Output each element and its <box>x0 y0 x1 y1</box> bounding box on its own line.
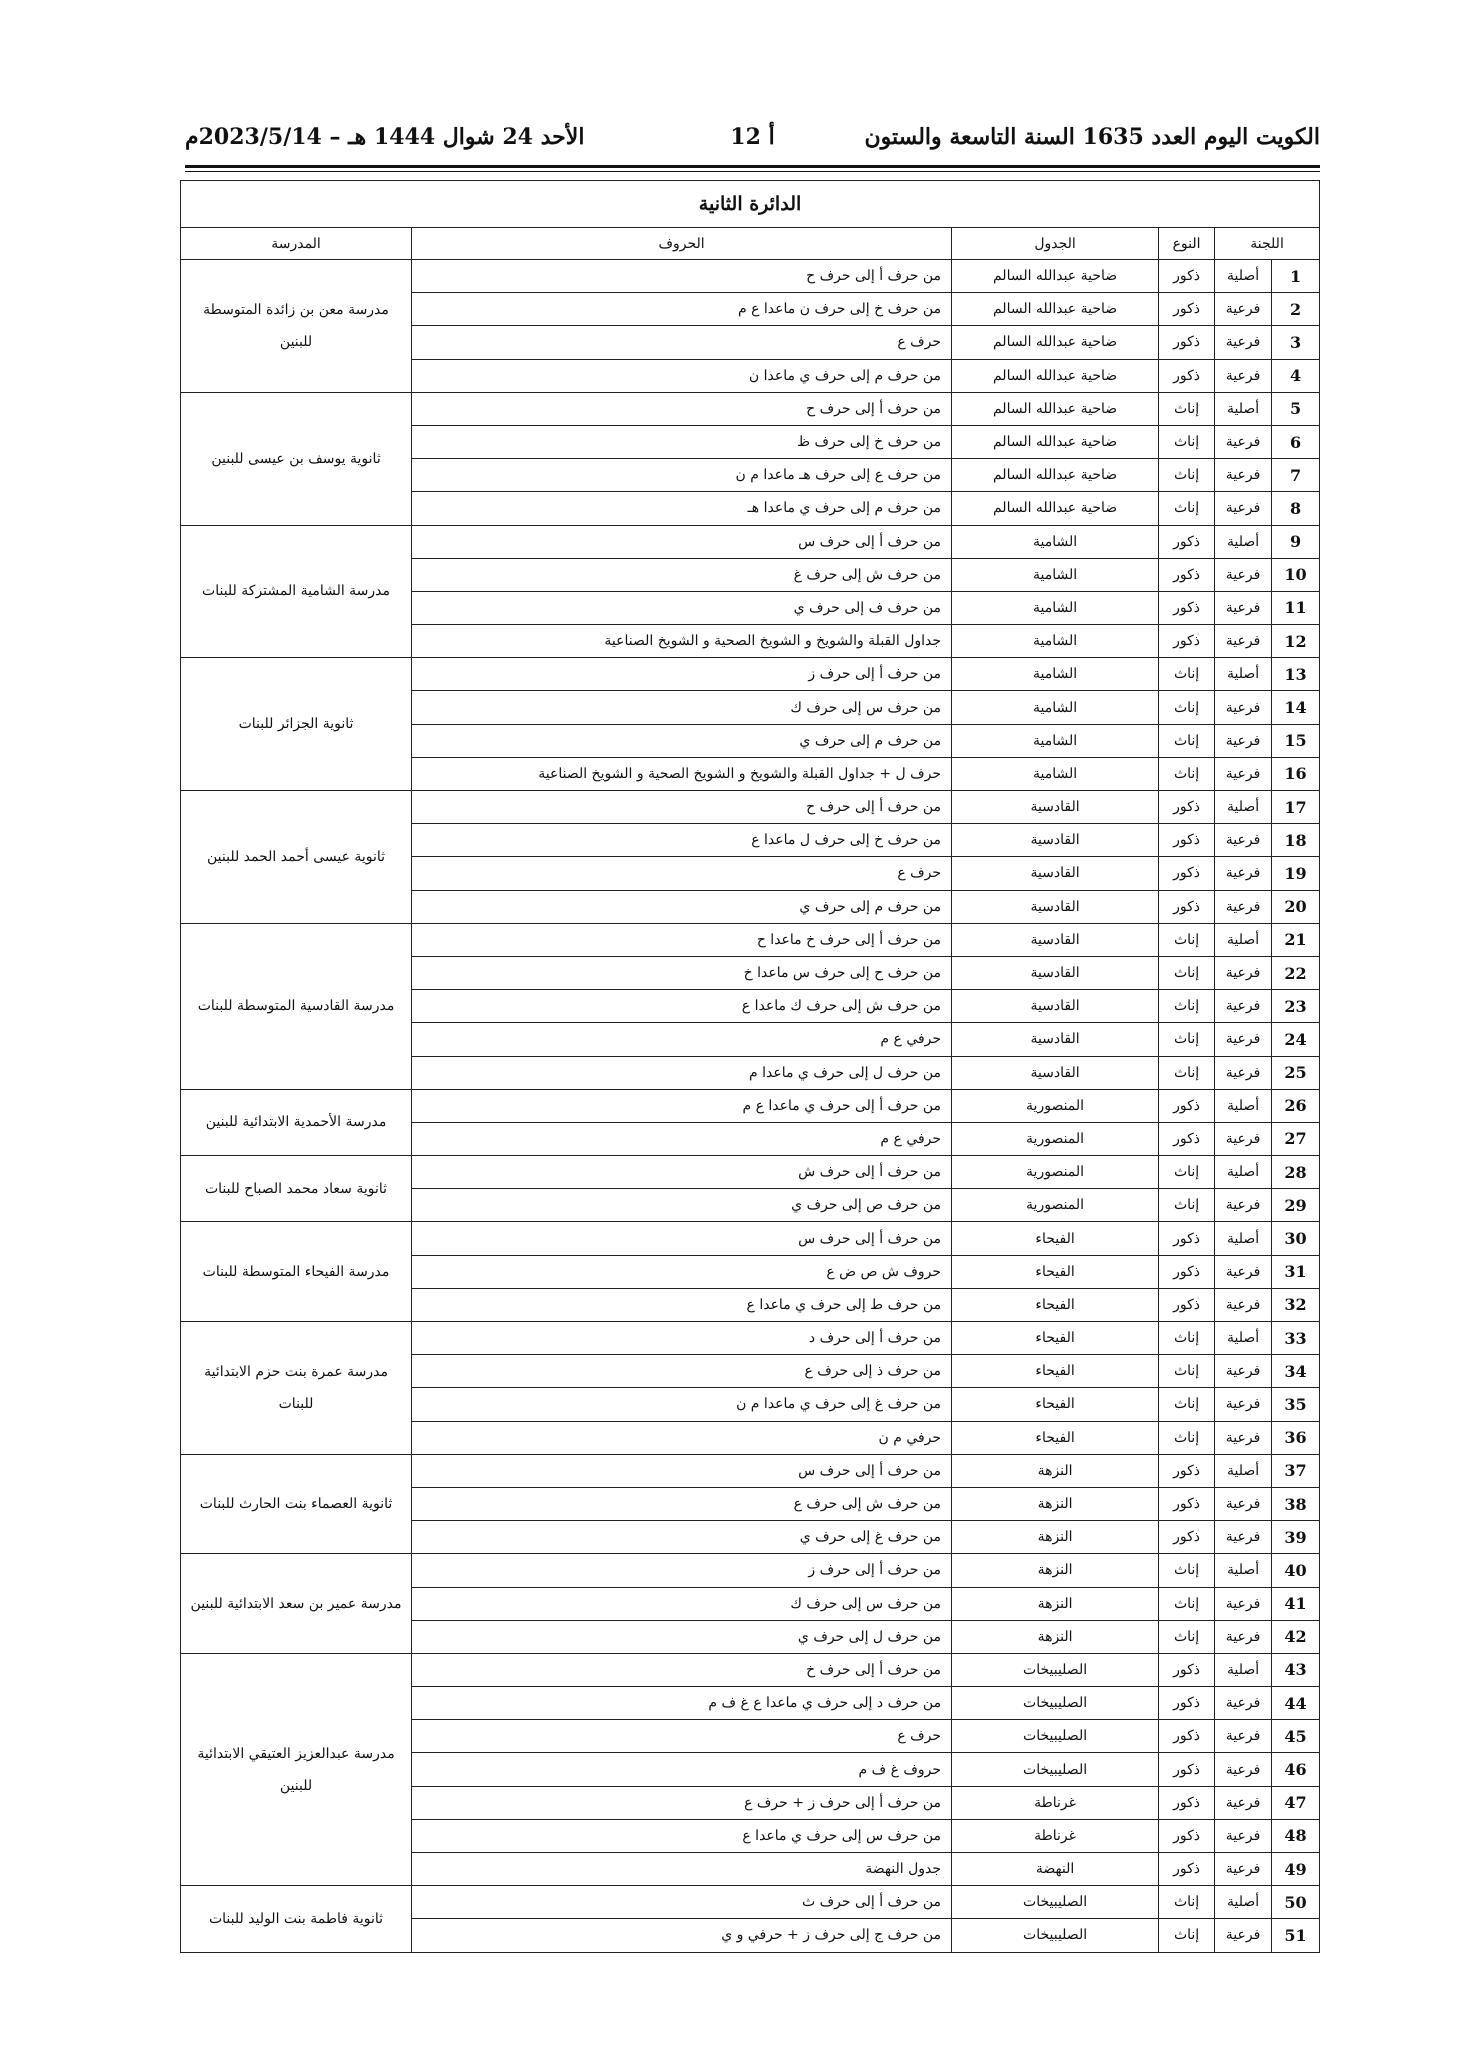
committee-type: أصلية <box>1215 1156 1272 1189</box>
committee-number: 3 <box>1272 326 1320 359</box>
letters-range: من حرف ص إلى حرف ي <box>412 1189 952 1222</box>
committee-type: أصلية <box>1215 791 1272 824</box>
schedule: الصليبيخات <box>952 1753 1159 1786</box>
schedule: ضاحية عبدالله السالم <box>952 425 1159 458</box>
school-name: مدرسة القادسية المتوسطة للبنات <box>181 923 412 1089</box>
schedule: الشامية <box>952 525 1159 558</box>
committee-number: 44 <box>1272 1687 1320 1720</box>
header-page-number: أ 12 <box>730 124 775 150</box>
committee-number: 39 <box>1272 1521 1320 1554</box>
school-name: ثانوية سعاد محمد الصباح للبنات <box>181 1156 412 1222</box>
committee-number: 29 <box>1272 1189 1320 1222</box>
letters-range: من حرف س إلى حرف ي ماعدا ع <box>412 1819 952 1852</box>
committee-number: 50 <box>1272 1886 1320 1919</box>
gender: ذكور <box>1159 1853 1215 1886</box>
letters-range: من حرف خ إلى حرف ل ماعدا ع <box>412 824 952 857</box>
committee-number: 48 <box>1272 1819 1320 1852</box>
committee-type: فرعية <box>1215 757 1272 790</box>
gender: ذكور <box>1159 326 1215 359</box>
schedule: القادسية <box>952 791 1159 824</box>
letters-range: من حرف ح إلى حرف س ماعدا خ <box>412 956 952 989</box>
school-name: ثانوية العصماء بنت الحارث للبنات <box>181 1454 412 1554</box>
gender: ذكور <box>1159 293 1215 326</box>
gender: إناث <box>1159 1587 1215 1620</box>
committee-type: فرعية <box>1215 326 1272 359</box>
schedule: النزهة <box>952 1521 1159 1554</box>
schedule: الشامية <box>952 658 1159 691</box>
gender: ذكور <box>1159 525 1215 558</box>
col-header-schedule: الجدول <box>952 228 1159 260</box>
committee-type: فرعية <box>1215 956 1272 989</box>
committee-type: فرعية <box>1215 1388 1272 1421</box>
committee-number: 42 <box>1272 1620 1320 1653</box>
committee-type: أصلية <box>1215 658 1272 691</box>
gender: إناث <box>1159 1886 1215 1919</box>
committee-number: 15 <box>1272 724 1320 757</box>
gender: ذكور <box>1159 591 1215 624</box>
header-gazette-info: الكويت اليوم العدد 1635 السنة التاسعة والستون <box>864 124 1320 150</box>
schedule: المنصورية <box>952 1122 1159 1155</box>
letters-range: من حرف أ إلى حرف ي ماعدا ع م <box>412 1089 952 1122</box>
gender: إناث <box>1159 956 1215 989</box>
gender: إناث <box>1159 1919 1215 1952</box>
table-row <box>181 1454 1320 1487</box>
gender: إناث <box>1159 658 1215 691</box>
table-row <box>181 1886 1320 1919</box>
gender: ذكور <box>1159 791 1215 824</box>
committee-type: فرعية <box>1215 1687 1272 1720</box>
schedule: القادسية <box>952 857 1159 890</box>
schedule: ضاحية عبدالله السالم <box>952 260 1159 293</box>
table-row <box>181 260 1320 293</box>
schedule: الفيحاء <box>952 1255 1159 1288</box>
gender: إناث <box>1159 691 1215 724</box>
col-header-letters: الحروف <box>412 228 952 260</box>
committee-type: فرعية <box>1215 293 1272 326</box>
schedule: المنصورية <box>952 1156 1159 1189</box>
committee-number: 14 <box>1272 691 1320 724</box>
letters-range: حرفي ع م <box>412 1023 952 1056</box>
schedule: الصليبيخات <box>952 1886 1159 1919</box>
committee-type: أصلية <box>1215 1554 1272 1587</box>
committee-number: 31 <box>1272 1255 1320 1288</box>
committee-number: 36 <box>1272 1421 1320 1454</box>
header-rule-thick <box>185 165 1320 168</box>
committee-type: أصلية <box>1215 1886 1272 1919</box>
committee-number: 41 <box>1272 1587 1320 1620</box>
committee-type: فرعية <box>1215 1355 1272 1388</box>
schedule: ضاحية عبدالله السالم <box>952 293 1159 326</box>
gender: إناث <box>1159 1620 1215 1653</box>
committee-type: فرعية <box>1215 724 1272 757</box>
letters-range: من حرف أ إلى حرف ز <box>412 1554 952 1587</box>
committee-type: فرعية <box>1215 691 1272 724</box>
committee-number: 22 <box>1272 956 1320 989</box>
committee-number: 37 <box>1272 1454 1320 1487</box>
schedule: القادسية <box>952 824 1159 857</box>
gender: ذكور <box>1159 1720 1215 1753</box>
letters-range: حرف ع <box>412 857 952 890</box>
gender: إناث <box>1159 1355 1215 1388</box>
committee-number: 24 <box>1272 1023 1320 1056</box>
committee-number: 26 <box>1272 1089 1320 1122</box>
committee-type: فرعية <box>1215 1255 1272 1288</box>
schedule: النزهة <box>952 1620 1159 1653</box>
committee-number: 40 <box>1272 1554 1320 1587</box>
gender: ذكور <box>1159 1653 1215 1686</box>
committee-number: 6 <box>1272 425 1320 458</box>
letters-range: من حرف ع إلى حرف هـ ماعدا م ن <box>412 459 952 492</box>
page-header <box>185 118 1320 158</box>
letters-range: من حرف د إلى حرف ي ماعدا ع غ ف م <box>412 1687 952 1720</box>
committee-number: 32 <box>1272 1288 1320 1321</box>
schedule: ضاحية عبدالله السالم <box>952 459 1159 492</box>
committee-type: فرعية <box>1215 990 1272 1023</box>
letters-range: من حرف غ إلى حرف ي <box>412 1521 952 1554</box>
letters-range: حروف ش ص ض ع <box>412 1255 952 1288</box>
letters-range: جدول النهضة <box>412 1853 952 1886</box>
col-header-school: المدرسة <box>181 228 412 260</box>
letters-range: من حرف أ إلى حرف ح <box>412 260 952 293</box>
committee-type: فرعية <box>1215 591 1272 624</box>
committee-number: 11 <box>1272 591 1320 624</box>
gender: ذكور <box>1159 824 1215 857</box>
table-row <box>181 1322 1320 1355</box>
gender: إناث <box>1159 923 1215 956</box>
letters-range: من حرف م إلى حرف ي ماعدا هـ <box>412 492 952 525</box>
gender: ذكور <box>1159 1753 1215 1786</box>
gender: ذكور <box>1159 1521 1215 1554</box>
committee-type: فرعية <box>1215 1421 1272 1454</box>
col-header-committee: اللجنة <box>1215 228 1320 260</box>
schedule: الشامية <box>952 691 1159 724</box>
letters-range: من حرف غ إلى حرف ي ماعدا م ن <box>412 1388 952 1421</box>
gender: إناث <box>1159 459 1215 492</box>
committee-type: فرعية <box>1215 1786 1272 1819</box>
col-header-gender: النوع <box>1159 228 1215 260</box>
letters-range: من حرف ذ إلى حرف ع <box>412 1355 952 1388</box>
letters-range: حرف ع <box>412 326 952 359</box>
letters-range: من حرف ط إلى حرف ي ماعدا ع <box>412 1288 952 1321</box>
schedule: الفيحاء <box>952 1322 1159 1355</box>
school-name: مدرسة الأحمدية الابتدائية للبنين <box>181 1089 412 1155</box>
committee-type: أصلية <box>1215 1454 1272 1487</box>
school-name: ثانوية الجزائر للبنات <box>181 658 412 791</box>
letters-range: من حرف أ إلى حرف ز <box>412 658 952 691</box>
committee-type: أصلية <box>1215 1222 1272 1255</box>
gender: ذكور <box>1159 890 1215 923</box>
gender: إناث <box>1159 1156 1215 1189</box>
table-row <box>181 791 1320 824</box>
committee-type: فرعية <box>1215 1587 1272 1620</box>
committee-number: 27 <box>1272 1122 1320 1155</box>
letters-range: من حرف أ إلى حرف ش <box>412 1156 952 1189</box>
table-row <box>181 1554 1320 1587</box>
letters-range: من حرف خ إلى حرف ظ <box>412 425 952 458</box>
letters-range: حرفي م ن <box>412 1421 952 1454</box>
gender: ذكور <box>1159 1786 1215 1819</box>
committee-type: أصلية <box>1215 260 1272 293</box>
gender: ذكور <box>1159 260 1215 293</box>
committee-type: فرعية <box>1215 1288 1272 1321</box>
schedule: الفيحاء <box>952 1355 1159 1388</box>
committee-number: 47 <box>1272 1786 1320 1819</box>
letters-range: من حرف خ إلى حرف ن ماعدا ع م <box>412 293 952 326</box>
committee-type: فرعية <box>1215 1819 1272 1852</box>
schedule: القادسية <box>952 1023 1159 1056</box>
school-name: ثانوية يوسف بن عيسى للبنين <box>181 392 412 525</box>
committee-number: 5 <box>1272 392 1320 425</box>
schedule: الشامية <box>952 724 1159 757</box>
gender: ذكور <box>1159 558 1215 591</box>
committee-number: 49 <box>1272 1853 1320 1886</box>
letters-range: من حرف أ إلى حرف خ <box>412 1653 952 1686</box>
gender: ذكور <box>1159 1222 1215 1255</box>
committee-number: 20 <box>1272 890 1320 923</box>
schedule: غرناطة <box>952 1819 1159 1852</box>
committee-type: فرعية <box>1215 492 1272 525</box>
schedule: ضاحية عبدالله السالم <box>952 359 1159 392</box>
letters-range: من حرف أ إلى حرف ث <box>412 1886 952 1919</box>
gender: إناث <box>1159 1023 1215 1056</box>
committee-number: 19 <box>1272 857 1320 890</box>
letters-range: من حرف أ إلى حرف س <box>412 1454 952 1487</box>
letters-range: من حرف م إلى حرف ي ماعدا ن <box>412 359 952 392</box>
schedule: الشامية <box>952 591 1159 624</box>
committee-type: فرعية <box>1215 857 1272 890</box>
schedule: المنصورية <box>952 1189 1159 1222</box>
committee-type: أصلية <box>1215 1089 1272 1122</box>
table-row <box>181 392 1320 425</box>
committee-type: فرعية <box>1215 625 1272 658</box>
letters-range: من حرف ج إلى حرف ز + حرفي و ي <box>412 1919 952 1952</box>
committee-type: فرعية <box>1215 425 1272 458</box>
table-row <box>181 658 1320 691</box>
letters-range: حرف ع <box>412 1720 952 1753</box>
school-name: ثانوية عيسى أحمد الحمد للبنين <box>181 791 412 924</box>
table-row <box>181 1089 1320 1122</box>
schedule: الصليبيخات <box>952 1919 1159 1952</box>
school-name: مدرسة عمرة بنت حزم الابتدائية للبنات <box>181 1322 412 1455</box>
table-title: الدائرة الثانية <box>181 181 1320 228</box>
gender: ذكور <box>1159 1288 1215 1321</box>
letters-range: من حرف أ إلى حرف خ ماعدا ح <box>412 923 952 956</box>
committee-number: 23 <box>1272 990 1320 1023</box>
committee-number: 30 <box>1272 1222 1320 1255</box>
committee-type: فرعية <box>1215 1122 1272 1155</box>
school-name: مدرسة الفيحاء المتوسطة للبنات <box>181 1222 412 1322</box>
committee-type: أصلية <box>1215 392 1272 425</box>
schedule: النزهة <box>952 1487 1159 1520</box>
schedule: النزهة <box>952 1587 1159 1620</box>
header-date: الأحد 24 شوال 1444 هـ – 2023/5/14م <box>185 124 585 150</box>
committee-number: 33 <box>1272 1322 1320 1355</box>
gender: إناث <box>1159 1421 1215 1454</box>
table-row <box>181 1222 1320 1255</box>
schedule: ضاحية عبدالله السالم <box>952 392 1159 425</box>
schedule: الشامية <box>952 757 1159 790</box>
committee-number: 17 <box>1272 791 1320 824</box>
committee-number: 7 <box>1272 459 1320 492</box>
gender: إناث <box>1159 1388 1215 1421</box>
committee-type: فرعية <box>1215 824 1272 857</box>
committee-number: 46 <box>1272 1753 1320 1786</box>
committee-number: 35 <box>1272 1388 1320 1421</box>
letters-range: من حرف م إلى حرف ي <box>412 724 952 757</box>
committee-number: 34 <box>1272 1355 1320 1388</box>
gender: ذكور <box>1159 1454 1215 1487</box>
gender: ذكور <box>1159 1487 1215 1520</box>
gender: إناث <box>1159 492 1215 525</box>
gender: إناث <box>1159 724 1215 757</box>
committee-number: 16 <box>1272 757 1320 790</box>
gender: إناث <box>1159 1189 1215 1222</box>
letters-range: من حرف أ إلى حرف ح <box>412 791 952 824</box>
committee-type: فرعية <box>1215 1189 1272 1222</box>
schedule: النزهة <box>952 1554 1159 1587</box>
gender: ذكور <box>1159 1687 1215 1720</box>
committee-number: 9 <box>1272 525 1320 558</box>
schedule: القادسية <box>952 890 1159 923</box>
committee-type: فرعية <box>1215 558 1272 591</box>
gender: ذكور <box>1159 1819 1215 1852</box>
committee-type: أصلية <box>1215 525 1272 558</box>
gender: إناث <box>1159 425 1215 458</box>
table-row <box>181 1653 1320 1686</box>
schedule: الفيحاء <box>952 1421 1159 1454</box>
committee-type: فرعية <box>1215 1023 1272 1056</box>
committee-number: 25 <box>1272 1056 1320 1089</box>
table-row <box>181 923 1320 956</box>
gender: إناث <box>1159 1322 1215 1355</box>
letters-range: من حرف ل إلى حرف ي <box>412 1620 952 1653</box>
letters-range: من حرف ش إلى حرف ع <box>412 1487 952 1520</box>
gender: إناث <box>1159 392 1215 425</box>
letters-range: من حرف أ إلى حرف س <box>412 525 952 558</box>
schedule: الصليبيخات <box>952 1720 1159 1753</box>
committee-number: 28 <box>1272 1156 1320 1189</box>
committee-type: فرعية <box>1215 1720 1272 1753</box>
letters-range: حرفي ع م <box>412 1122 952 1155</box>
letters-range: حروف غ ف م <box>412 1753 952 1786</box>
committee-type: فرعية <box>1215 1919 1272 1952</box>
committee-type: فرعية <box>1215 890 1272 923</box>
schedule: القادسية <box>952 923 1159 956</box>
letters-range: من حرف م إلى حرف ي <box>412 890 952 923</box>
letters-range: من حرف س إلى حرف ك <box>412 691 952 724</box>
committee-type: فرعية <box>1215 1056 1272 1089</box>
schedule: النزهة <box>952 1454 1159 1487</box>
letters-range: حرف ل + جداول القبلة والشويخ و الشويخ الصحية و الشويخ الصناعية <box>412 757 952 790</box>
letters-range: من حرف ش إلى حرف ك ماعدا ع <box>412 990 952 1023</box>
letters-range: من حرف ف إلى حرف ي <box>412 591 952 624</box>
committee-type: أصلية <box>1215 1322 1272 1355</box>
gender: إناث <box>1159 990 1215 1023</box>
committee-type: فرعية <box>1215 1853 1272 1886</box>
gender: إناث <box>1159 1056 1215 1089</box>
letters-range: من حرف ل إلى حرف ي ماعدا م <box>412 1056 952 1089</box>
school-name: مدرسة الشامية المشتركة للبنات <box>181 525 412 658</box>
committee-number: 12 <box>1272 625 1320 658</box>
committee-type: أصلية <box>1215 923 1272 956</box>
committee-number: 1 <box>1272 260 1320 293</box>
committee-number: 2 <box>1272 293 1320 326</box>
schedule: الصليبيخات <box>952 1653 1159 1686</box>
committee-type: فرعية <box>1215 1521 1272 1554</box>
table-row <box>181 1156 1320 1189</box>
committee-number: 10 <box>1272 558 1320 591</box>
committees-table <box>180 180 1320 1953</box>
schedule: ضاحية عبدالله السالم <box>952 326 1159 359</box>
schedule: القادسية <box>952 956 1159 989</box>
committee-number: 8 <box>1272 492 1320 525</box>
committee-type: فرعية <box>1215 359 1272 392</box>
letters-range: من حرف س إلى حرف ك <box>412 1587 952 1620</box>
committee-number: 38 <box>1272 1487 1320 1520</box>
schedule: الشامية <box>952 558 1159 591</box>
letters-range: من حرف أ إلى حرف س <box>412 1222 952 1255</box>
committee-number: 45 <box>1272 1720 1320 1753</box>
school-name: مدرسة معن بن زائدة المتوسطة للبنين <box>181 260 412 393</box>
committee-type: فرعية <box>1215 1753 1272 1786</box>
letters-range: من حرف أ إلى حرف د <box>412 1322 952 1355</box>
header-rule-thin <box>185 171 1320 172</box>
committee-number: 51 <box>1272 1919 1320 1952</box>
gender: إناث <box>1159 1554 1215 1587</box>
letters-range: من حرف أ إلى حرف ح <box>412 392 952 425</box>
table-body <box>181 260 1320 1953</box>
schedule: غرناطة <box>952 1786 1159 1819</box>
school-name: ثانوية فاطمة بنت الوليد للبنات <box>181 1886 412 1952</box>
gender: ذكور <box>1159 1255 1215 1288</box>
schedule: الفيحاء <box>952 1388 1159 1421</box>
schedule: الفيحاء <box>952 1222 1159 1255</box>
schedule: الصليبيخات <box>952 1687 1159 1720</box>
table-row <box>181 525 1320 558</box>
committee-number: 43 <box>1272 1653 1320 1686</box>
committee-type: أصلية <box>1215 1653 1272 1686</box>
gender: ذكور <box>1159 857 1215 890</box>
schedule: الفيحاء <box>952 1288 1159 1321</box>
gender: ذكور <box>1159 1089 1215 1122</box>
committee-type: فرعية <box>1215 1487 1272 1520</box>
committee-number: 18 <box>1272 824 1320 857</box>
committee-type: فرعية <box>1215 459 1272 492</box>
schedule: القادسية <box>952 1056 1159 1089</box>
schedule: القادسية <box>952 990 1159 1023</box>
schedule: النهضة <box>952 1853 1159 1886</box>
schedule: ضاحية عبدالله السالم <box>952 492 1159 525</box>
letters-range: من حرف أ إلى حرف ز + حرف ع <box>412 1786 952 1819</box>
committee-number: 4 <box>1272 359 1320 392</box>
school-name: مدرسة عمير بن سعد الابتدائية للبنين <box>181 1554 412 1654</box>
schedule: الشامية <box>952 625 1159 658</box>
committee-type: فرعية <box>1215 1620 1272 1653</box>
gender: ذكور <box>1159 1122 1215 1155</box>
schedule: المنصورية <box>952 1089 1159 1122</box>
school-name: مدرسة عبدالعزيز العتيقي الابتدائية للبنين <box>181 1653 412 1885</box>
gender: ذكور <box>1159 625 1215 658</box>
gender: إناث <box>1159 757 1215 790</box>
committee-number: 13 <box>1272 658 1320 691</box>
gender: ذكور <box>1159 359 1215 392</box>
committee-number: 21 <box>1272 923 1320 956</box>
letters-range: جداول القبلة والشويخ و الشويخ الصحية و الشويخ الصناعية <box>412 625 952 658</box>
letters-range: من حرف ش إلى حرف غ <box>412 558 952 591</box>
